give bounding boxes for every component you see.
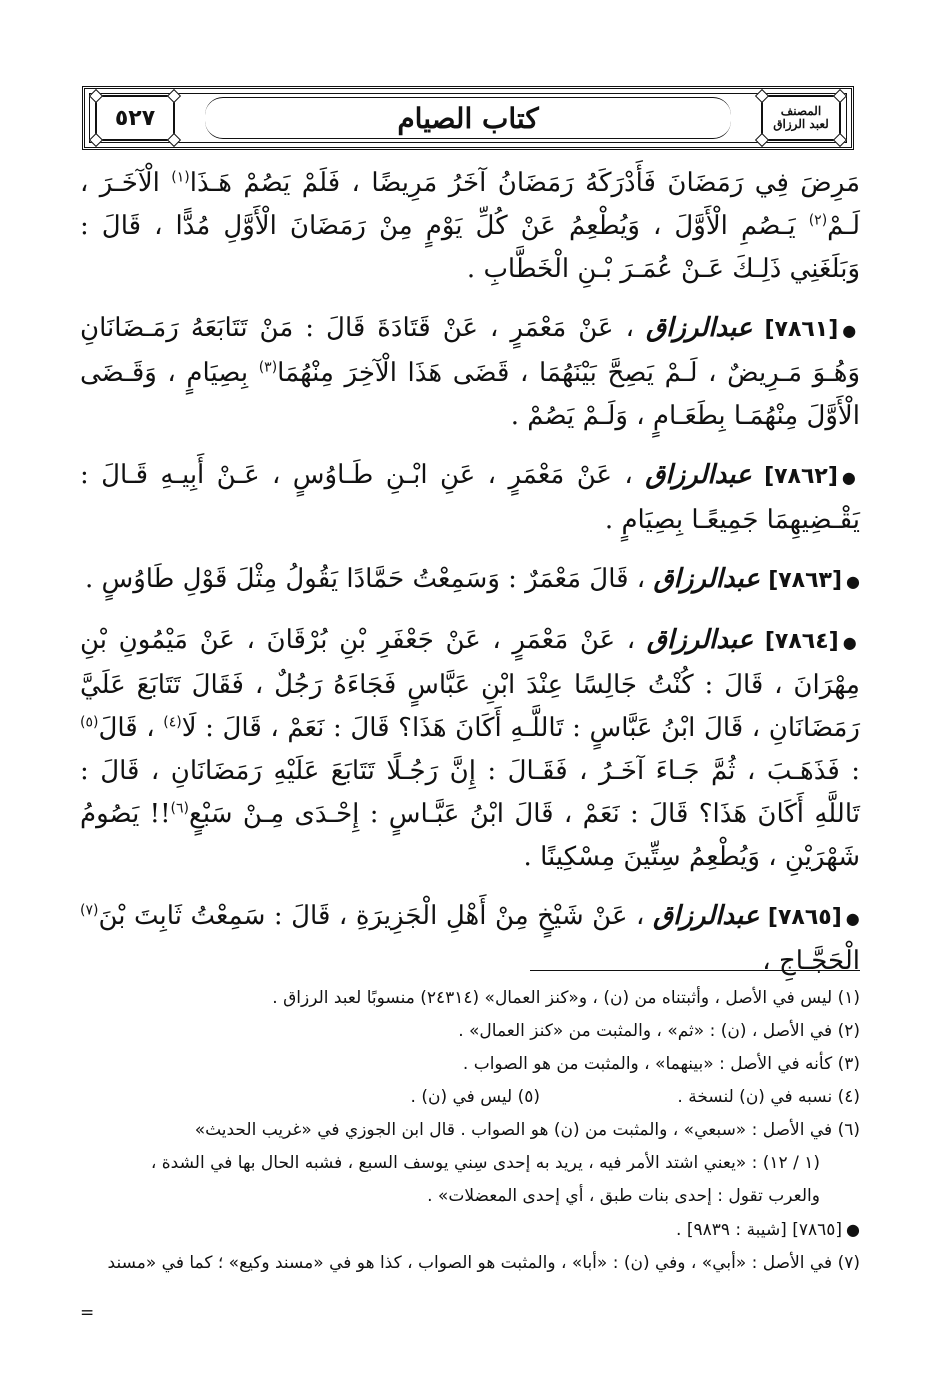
- footnote-6-cont: (١ / ١٢) : «يعني اشتد الأمر فيه ، يريد به إحدى سِني يوسف السبع ، فشبه الحال بها في الشدة ،: [150, 1153, 820, 1173]
- hadith-7861: [80, 307, 860, 438]
- text: !! يَصُومُ شَهْرَيْنِ ، وَيُطْعِمُ سِتِّينَ مِسْكِينًا .: [80, 799, 860, 872]
- author-name: عبدالرزاق: [645, 313, 753, 343]
- bullet-icon: ●: [845, 909, 860, 928]
- source-reference: [80, 1213, 860, 1247]
- footnote-6-cont: والعرب تقول : إحدى بنات طبق ، أي إحدى المعضلات» .: [427, 1186, 820, 1206]
- author-name: عبدالرزاق: [646, 625, 754, 655]
- hadith-number: [٧٨٦١]: [764, 317, 839, 342]
- footnote-7: (٧) في الأصل : «أبي» ، وفي (ن) : «أبا» ، والمثبت هو الصواب ، كذا هو في «مسند وكيع» ؛ كما في «مسند: [107, 1253, 860, 1273]
- footnote-ref: (٤): [163, 714, 182, 731]
- footnote-5: (٥) ليس في (ن) .: [410, 1087, 540, 1107]
- page-header: [82, 86, 854, 150]
- author-name: عبدالرزاق: [652, 901, 760, 931]
- text: ، عَنْ مَعْمَرٍ ، عَنِ ابْـنِ طَـاوُسٍ ، عَـنْ أَبِيـهِ قَـالَ : يَقْـضِيهِمَا جَمِيعًـا بِصِيَامٍ .: [80, 460, 860, 535]
- footnote-1: (١) ليس في الأصل ، وأثبتناه من (ن) ، و«كنز العمال» (٢٤٣١٤) منسوبًا لعبد الرزاق .: [272, 988, 860, 1008]
- footnote-3: (٣) كأنه في الأصل : «بينهما» ، والمثبت من هو الصواب .: [462, 1054, 860, 1074]
- footnote-ref: (٧): [80, 902, 99, 919]
- text: ، عَنْ شَيْخٍ مِنْ أَهْلِ الْجَزِيرَةِ ، قَالَ : سَمِعْتُ ثَابِتَ بْنَ: [98, 901, 653, 931]
- book-logo-line2: لعبد الرزاق: [773, 117, 829, 131]
- page-number: ٥٢٧: [114, 105, 156, 131]
- bullet-icon: ●: [841, 468, 860, 487]
- text: الْآخَـرَ ، لَـمْ: [80, 168, 860, 241]
- footnote-ref: (٥): [80, 714, 99, 731]
- bullet-icon: ●: [842, 321, 861, 340]
- book-logo-line1: المصنف: [780, 104, 822, 118]
- hadith-7864: [80, 619, 860, 879]
- author-name: عبدالرزاق: [653, 564, 760, 594]
- text: مَرِضَ فِي رَمَضَانَ فَأَدْرَكَهُ رَمَضَانُ آخَرُ مَرِيضًا ، فَلَمْ يَصُمْ هَـذَا: [189, 168, 860, 198]
- main-text: [80, 162, 860, 999]
- footnote-4: (٤) نسبه في (ن) لنسخة .: [677, 1087, 860, 1107]
- hadith-number: [٧٨٦٤]: [764, 629, 839, 654]
- hadith-7863: [80, 558, 860, 603]
- page-number-box: [95, 95, 175, 141]
- footnote-2: (٢) في الأصل ، (ن) : «ثم» ، والمثبت من «كنز العمال» .: [458, 1021, 860, 1041]
- hadith-number: [٧٨٦٢]: [764, 464, 838, 489]
- continuation-mark: =: [80, 1303, 95, 1323]
- hadith-number: [٧٨٦٥]: [767, 905, 842, 930]
- footnote-ref: (٦): [170, 800, 190, 817]
- book-logo-box: [761, 95, 841, 141]
- bullet-icon: ●: [842, 633, 861, 652]
- text: يَـصُمِ الْأَوَّلَ ، وَيُطْعِمُ عَنْ كُلِّ يَوْمٍ مِنْ رَمَضَانَ الْأَوَّلِ مُدًّا ، قَالَ : وَبَلَغَنِي ذَلِـكَ عَـنْ عُمَـرَ بْـنِ الْخَطَّابِ .: [80, 211, 860, 284]
- text: الْحَجَّـاجِ ،: [762, 946, 860, 976]
- book-logo: [773, 105, 829, 131]
- hadith-number: [٧٨٦٣]: [768, 568, 843, 593]
- footnote-ref: (٢): [808, 212, 828, 229]
- text: ، قَالَ مَعْمَرٌ : وَسَمِعْتُ حَمَّادًا يَقُولُ مِثْلَ قَوْلِ طَاوُسٍ .: [84, 564, 654, 594]
- author-name: عبدالرزاق: [645, 460, 752, 490]
- paragraph-continued: [80, 162, 860, 291]
- text: ، قَالَ: [98, 713, 164, 743]
- text: بِصِيَامٍ ، وَقَـضَى الْأَوَّلَ مِنْهُمَـا بِطَعَـامٍ ، وَلَـمْ يَصُمْ .: [80, 358, 860, 431]
- footnotes: [80, 982, 860, 1280]
- source-reference-text: [٧٨٦٥] [شيبة : ٩٨٣٩] .: [676, 1220, 843, 1240]
- chapter-title: كتاب الصيام: [397, 101, 539, 135]
- footnote-ref: (٣): [258, 359, 278, 376]
- footnote-4-5-row: [80, 1081, 860, 1114]
- text: : فَذَهَـبَ ، ثُمَّ جَـاءَ آخَـرُ ، فَقَـالَ : إِنَّ رَجُـلًا تَتَابَعَ عَلَيْهِ رَمَضَانَانِ ، قَالَ : تَاللَّهِ أَكَانَ هَذَا؟ قَالَ : نَعَمْ ، قَالَ ابْنُ عَبَّـاسٍ : إِحْـدَى مِـنْ سَبْعٍ: [80, 756, 860, 829]
- footnote-separator: [530, 970, 860, 971]
- bullet-icon: ●: [846, 1220, 860, 1239]
- footnote-6: (٦) في الأصل : «سبعي» ، والمثبت من (ن) هو الصواب . قال ابن الجوزي في «غريب الحديث»: [194, 1120, 860, 1140]
- hadith-7862: [80, 454, 860, 542]
- text: ، عَنْ مَعْمَرٍ ، عَنْ قَتَادَةَ قَالَ : مَنْ تَتَابَعَهُ رَمَـضَانَانِ وَهُـوَ مَـرِيضٌ ، لَـمْ يَصِحَّ بَيْنَهُمَا ، قَضَى هَذَا الْآخِرَ مِنْهُمَا: [80, 313, 860, 388]
- footnote-ref: (١): [171, 169, 190, 186]
- bullet-icon: ●: [846, 572, 860, 591]
- text: ، عَنْ مَعْمَرٍ ، عَنْ جَعْفَرِ بْنِ بُرْقَانَ ، عَنْ مَيْمُونِ بْنِ مِهْرَانَ ، قَالَ : كُنْتُ جَالِسًا عِنْدَ ابْنِ عَبَّاسٍ فَجَاءَهُ رَجُلٌ ، فَقَالَ تَتَابَعَ عَلَيَّ رَمَضَانَانِ ، قَالَ ابْنُ عَبَّاسٍ : تَاللَّـهِ أَكَانَ هَذَا؟ قَالَ : نَعَمْ ، قَالَ : لَا: [80, 625, 860, 743]
